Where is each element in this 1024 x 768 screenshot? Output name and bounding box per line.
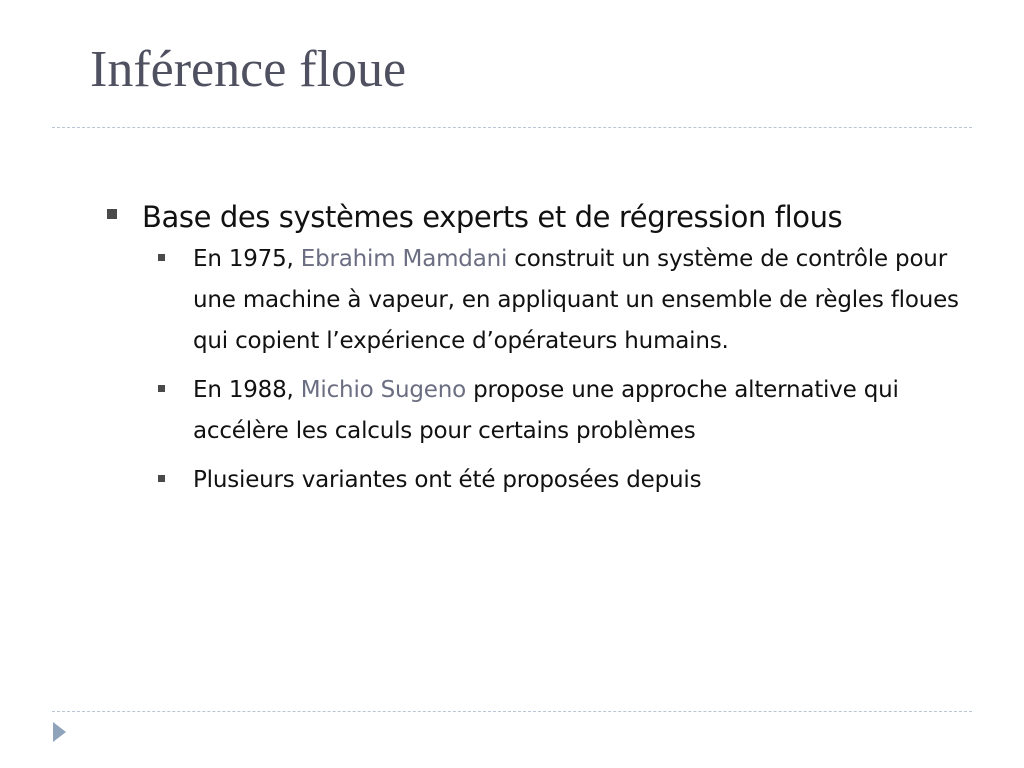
person-name: Ebrahim Mamdani (300, 246, 508, 272)
bullet-text: Base des systèmes experts et de régression flous (142, 200, 843, 234)
square-bullet-icon (107, 209, 117, 219)
sub-bullet-suffix: propose une approche alternative qui accélère les calculs pour certains problèmes (193, 377, 899, 444)
sub-bullet-text: Plusieurs variantes ont été proposées depuis (193, 467, 702, 493)
sub-bullet-prefix: En 1975, (193, 246, 301, 272)
square-bullet-icon (158, 475, 165, 482)
title-divider (52, 127, 972, 128)
sub-bullet-item (156, 370, 965, 452)
sub-bullet-suffix: construit un système de contrôle pour une machine à vapeur, en appliquant un ensemble de règles floues qui copient l’expérience d’opérateurs humains. (193, 246, 959, 354)
footer-divider (52, 711, 972, 712)
slide-title: Inférence floue (90, 41, 407, 98)
sub-bullet-prefix: En 1988, (193, 377, 301, 403)
bullet-item (105, 197, 965, 237)
person-name: Michio Sugeno (300, 377, 466, 403)
sub-bullet-item (156, 239, 965, 362)
square-bullet-icon (158, 254, 165, 261)
play-arrow-icon[interactable] (53, 722, 66, 742)
sub-bullet-item (156, 460, 965, 501)
slide-content (105, 197, 965, 501)
square-bullet-icon (158, 385, 165, 392)
